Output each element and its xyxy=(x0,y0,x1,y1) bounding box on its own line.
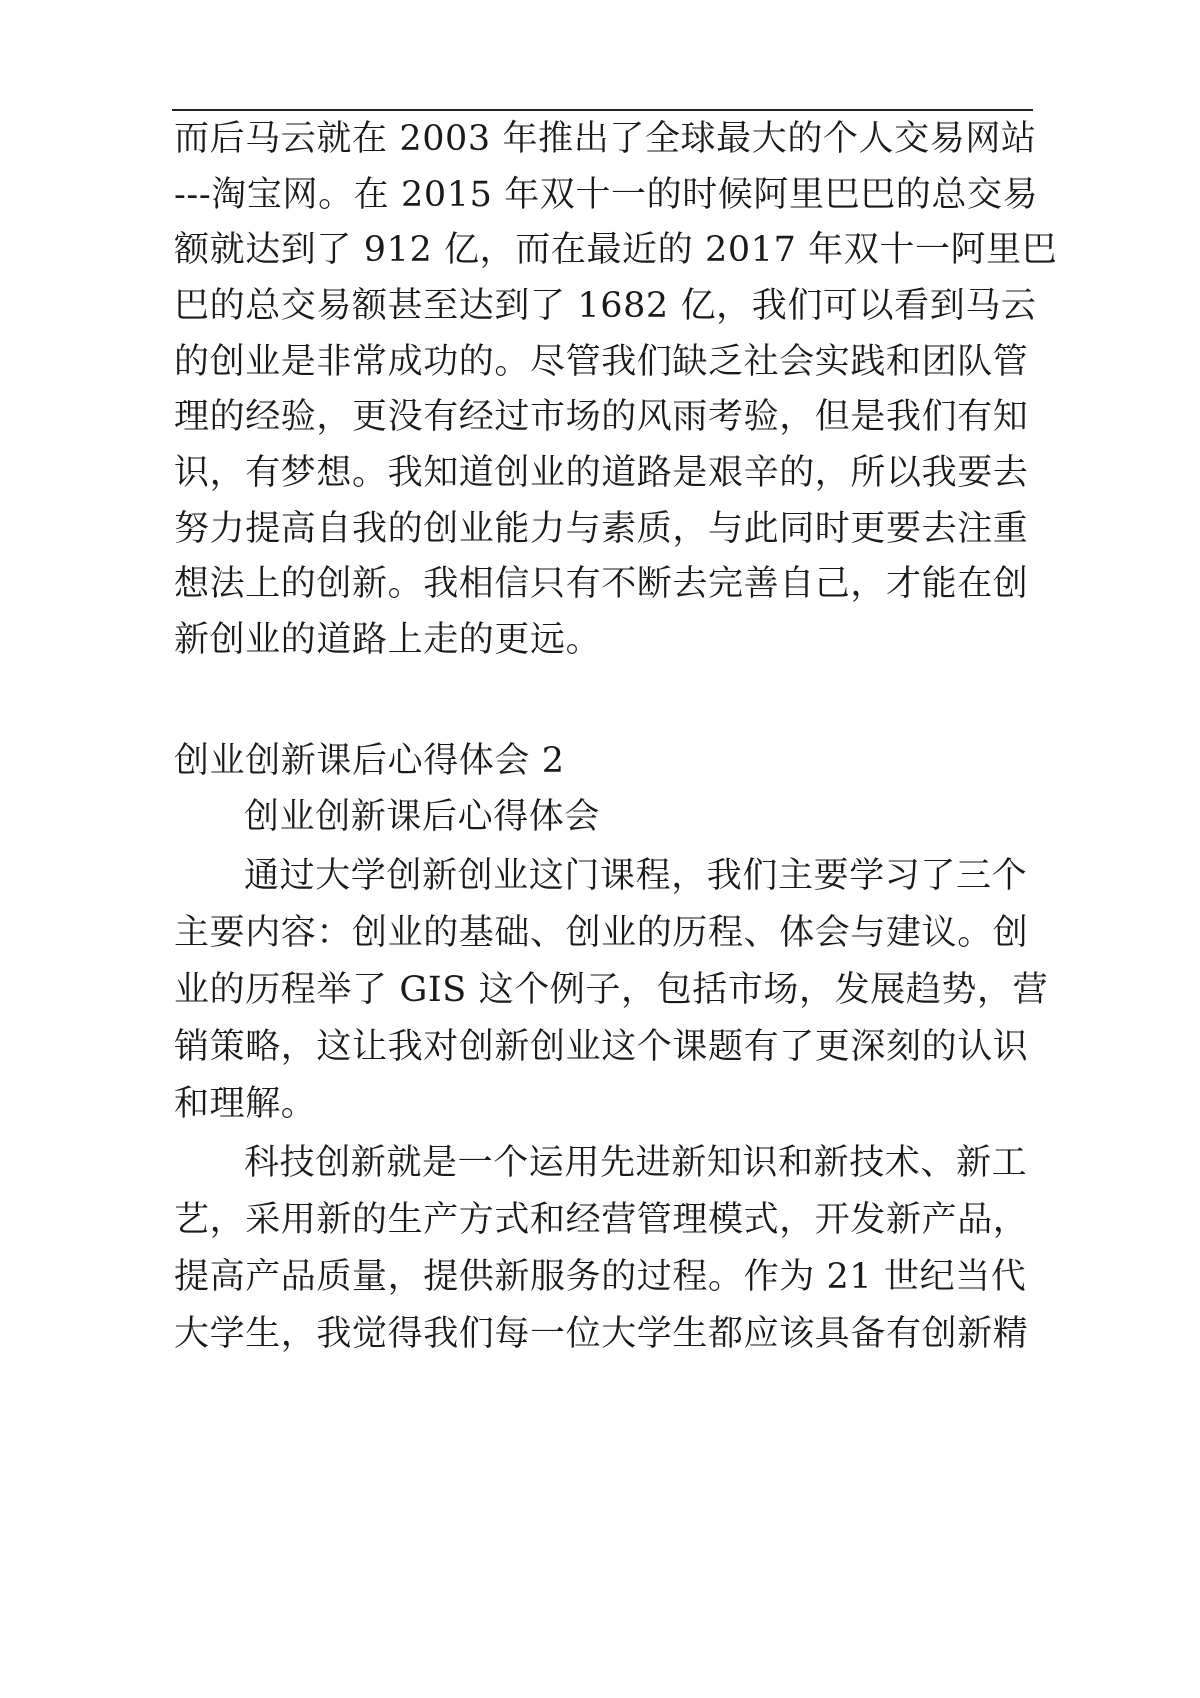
section-heading: 创业创新课后心得体会 2 xyxy=(174,741,565,781)
text-line: 艺，采用新的生产方式和经营管理模式，开发新产品， xyxy=(174,1200,1029,1240)
text-line: 的创业是非常成功的。尽管我们缺乏社会实践和团队管 xyxy=(174,342,1029,382)
text-line: 和理解。 xyxy=(174,1084,317,1124)
text-line: 额就达到了 912 亿，而在最近的 2017 年双十一阿里巴 xyxy=(174,230,1058,270)
text-line: 业的历程举了 GIS 这个例子，包括市场，发展趋势，营 xyxy=(174,970,1049,1010)
text-line: ---淘宝网。在 2015 年双十一的时候阿里巴巴的总交易 xyxy=(174,175,1039,215)
text-line: 而后马云就在 2003 年推出了全球最大的个人交易网站 xyxy=(174,119,1037,159)
header-rule xyxy=(172,109,1033,111)
text-line: 想法上的创新。我相信只有不断去完善自己，才能在创 xyxy=(174,564,1029,604)
text-line: 大学生，我觉得我们每一位大学生都应该具备有创新精 xyxy=(174,1314,1029,1354)
text-line: 提高产品质量，提供新服务的过程。作为 21 世纪当代 xyxy=(174,1257,1027,1297)
text-line: 主要内容：创业的基础、创业的历程、体会与建议。创 xyxy=(174,913,1029,953)
text-line: 识，有梦想。我知道创业的道路是艰辛的，所以我要去 xyxy=(174,453,1029,493)
text-line: 通过大学创新创业这门课程，我们主要学习了三个 xyxy=(244,856,1028,896)
text-line: 努力提高自我的创业能力与素质，与此同时更要去注重 xyxy=(174,509,1029,549)
text-line: 销策略，这让我对创新创业这个课题有了更深刻的认识 xyxy=(174,1027,1029,1067)
subtitle: 创业创新课后心得体会 xyxy=(244,797,601,837)
text-line: 巴的总交易额甚至达到了 1682 亿，我们可以看到马云 xyxy=(174,286,1037,326)
text-line: 新创业的道路上走的更远。 xyxy=(174,620,602,660)
text-line: 理的经验，更没有经过市场的风雨考验，但是我们有知 xyxy=(174,397,1029,437)
text-line: 科技创新就是一个运用先进新知识和新技术、新工 xyxy=(244,1143,1028,1183)
